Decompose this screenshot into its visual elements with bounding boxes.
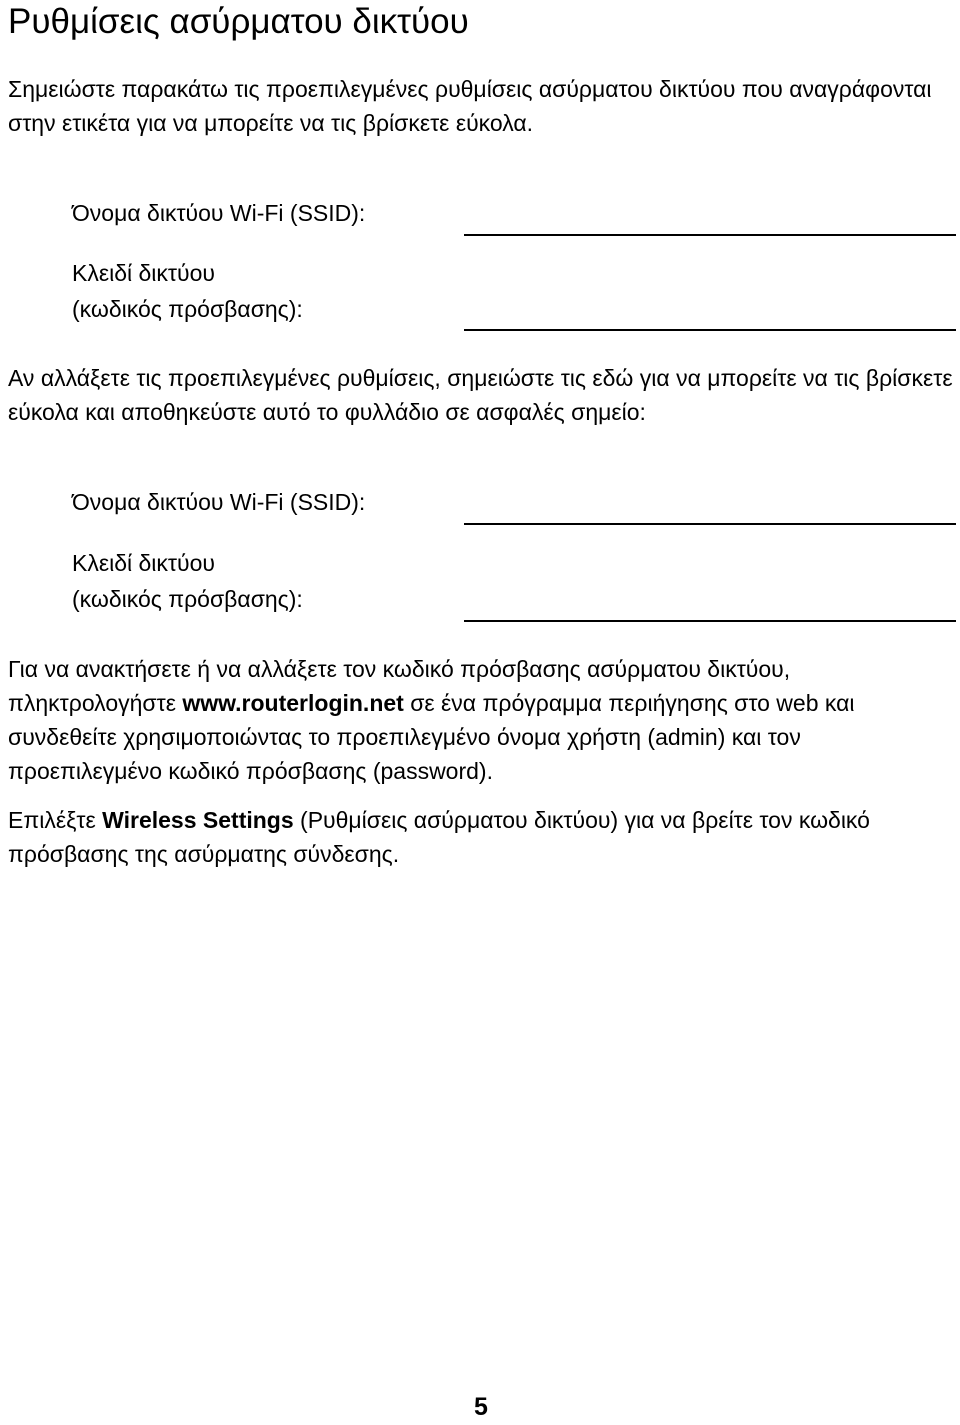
final-text-before: Επιλέξτε [8, 807, 103, 833]
instructions-text-before: Για να ανακτήσετε ή να αλλάξετε τον κωδικό πρόσβασης ασύρματου δικτύου, πληκτρολογήστε [8, 656, 791, 716]
custom-ssid-line [464, 523, 956, 525]
custom-key-line [464, 620, 956, 622]
router-login-url: www.routerlogin.net [182, 690, 404, 716]
custom-key-label-line2: (κωδικός πρόσβασης): [72, 586, 303, 612]
custom-key-label-line1: Κλειδί δικτύου [72, 550, 215, 576]
default-key-line [464, 329, 956, 331]
notice-paragraph: Αν αλλάξετε τις προεπιλεγμένες ρυθμίσεις, σημειώστε τις εδώ για να μπορείτε να τις βρίσκετε εύκολα και αποθηκεύστε αυτό το φυλλάδιο σε ασφαλές σημείο: [8, 365, 953, 425]
page-title: Ρυθμίσεις ασύρματου δικτύου [8, 2, 469, 41]
intro-paragraph: Σημειώστε παρακάτω τις προεπιλεγμένες ρυθμίσεις ασύρματου δικτύου που αναγράφονται στην ετικέτα για να μπορείτε να τις βρίσκετε εύκολα. [8, 76, 932, 136]
final-text-after: (Ρυθμίσεις ασύρματου δικτύου) για να βρείτε τον κωδικό πρόσβασης της ασύρματης σύνδεσης. [8, 807, 870, 867]
default-key-label-line2: (κωδικός πρόσβασης): [72, 296, 303, 322]
instructions-text-after: σε ένα πρόγραμμα περιήγησης στο web και συνδεθείτε χρησιμοποιώντας το προεπιλεγμένο όνομα χρήστη (admin) και τον προεπιλεγμένο κωδικό πρόσβασης (password). [8, 690, 855, 784]
default-ssid-label: Όνομα δικτύου Wi-Fi (SSID): [72, 200, 366, 226]
instructions-paragraph [8, 652, 953, 788]
default-key-label-line1: Κλειδί δικτύου [72, 260, 215, 286]
wireless-settings-label: Wireless Settings [102, 807, 294, 833]
custom-ssid-label: Όνομα δικτύου Wi-Fi (SSID): [72, 489, 366, 515]
page-number: 5 [474, 1393, 488, 1421]
final-paragraph [8, 803, 953, 871]
default-ssid-line [464, 234, 956, 236]
